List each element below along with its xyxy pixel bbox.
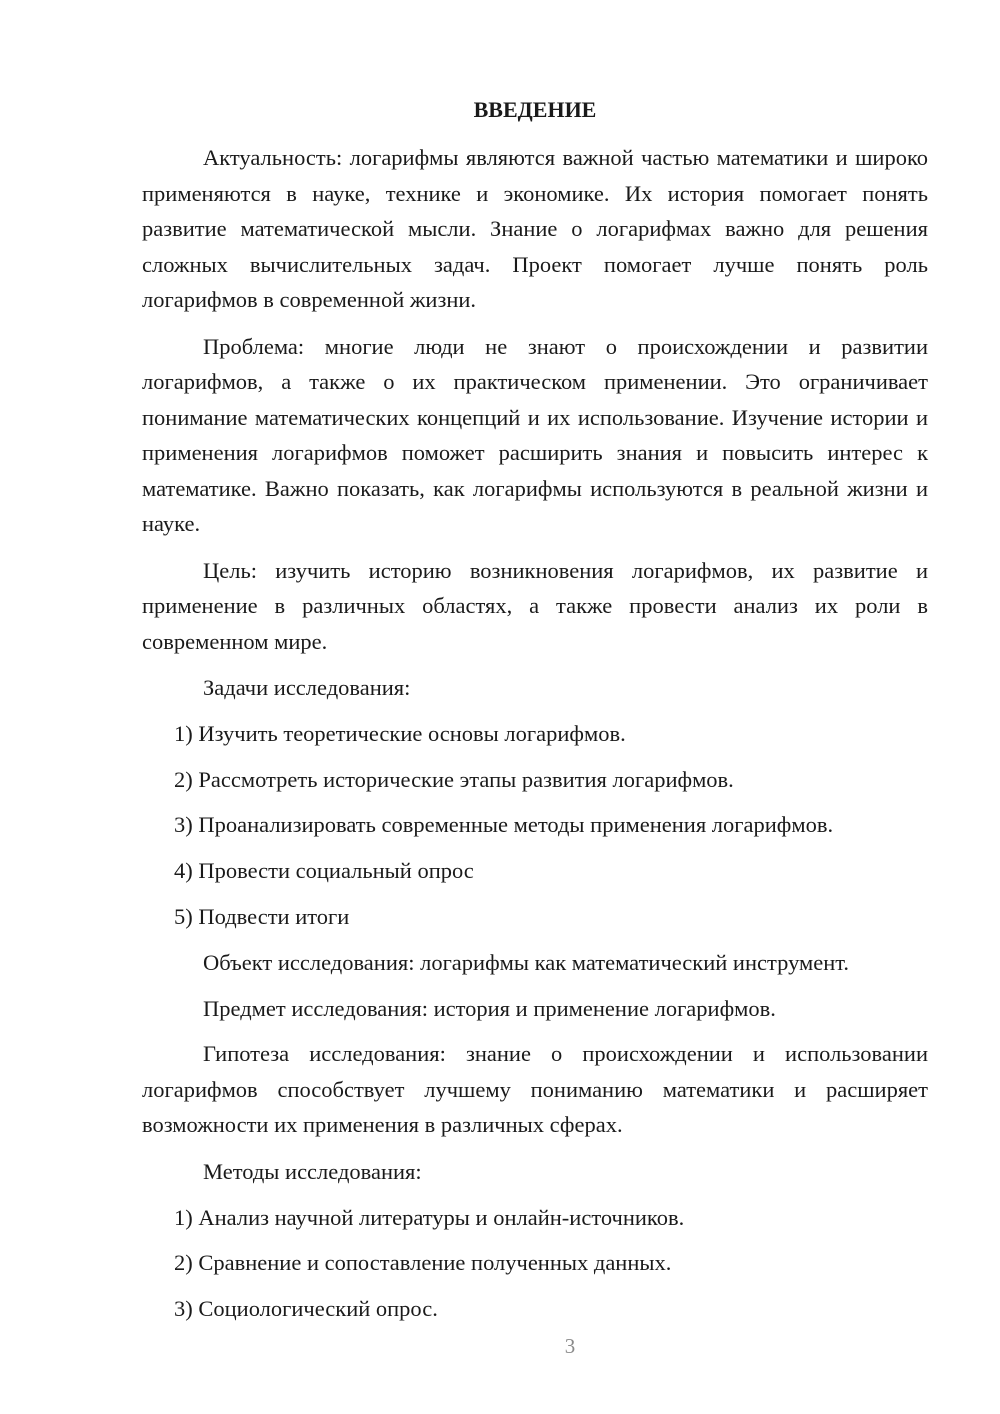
page-number: 3 [564, 1334, 576, 1358]
research-object: Объект исследования: логарифмы как математический инструмент. [203, 949, 850, 975]
tasks-heading: Задачи исследования: [203, 675, 411, 700]
methods-heading: Методы исследования: [203, 1158, 422, 1184]
problem-paragraph: Проблема: многие люди не знают о происхождении и развитии логарифмов, а также о их практическом применении. Это ограничивает понимание математических концепций и их использование. Изучение истории и применения логарифмов поможет расширить знания и повысить интерес к математике. Важно показать, как логарифмы используются в реальной жизни и науке. [142, 333, 928, 536]
method-item: 3) Социологический опрос. [174, 1296, 438, 1322]
task-item: 5) Подвести итоги [174, 903, 350, 929]
goal-paragraph: Цель: изучить историю возникновения логарифмов, их развитие и применение в различных областях, а также провести анализ их роли в современном мире. [142, 557, 928, 654]
method-item: 1) Анализ научной литературы и онлайн-источников. [174, 1204, 685, 1230]
hypothesis-paragraph: Гипотеза исследования: знание о происхождении и использовании логарифмов способствует лучшему пониманию математики и расширяет возможности их применения в различных сферах. [142, 1041, 928, 1138]
document-page [142, 94, 928, 1337]
relevance-paragraph: Актуальность: логарифмы являются важной частью математики и широко применяются в науке, технике и экономике. Их история помогает понять развитие математической мысли. Знание о логарифмах важно для решения сложных вычислительных задач. Проект помогает лучше понять роль логарифмов в современной жизни. [142, 145, 928, 312]
task-item: 2) Рассмотреть исторические этапы развития логарифмов. [174, 766, 734, 792]
task-item: 1) Изучить теоретические основы логарифмов. [174, 720, 626, 746]
section-title: ВВЕДЕНИЕ [473, 97, 597, 122]
task-item: 4) Провести социальный опрос [174, 858, 474, 884]
research-subject: Предмет исследования: история и применение логарифмов. [203, 995, 776, 1021]
task-item: 3) Проанализировать современные методы применения логарифмов. [174, 812, 834, 838]
method-item: 2) Сравнение и сопоставление полученных данных. [174, 1250, 672, 1276]
